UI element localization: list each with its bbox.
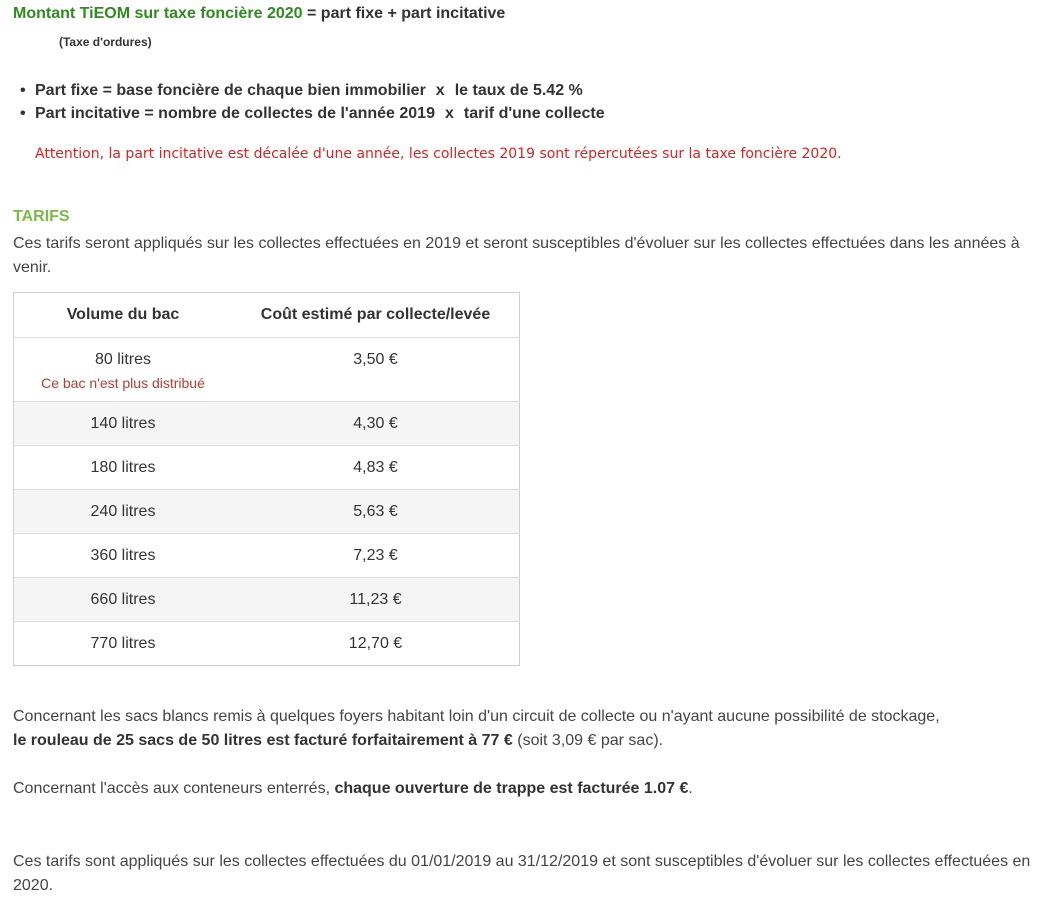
attention-notice: Attention, la part incitative est décalée d'une année, les collectes 2019 sont répercutées sur la taxe foncière 2020. xyxy=(35,146,842,162)
volume-cell: 180 litres xyxy=(14,446,233,490)
bullet-right: tarif d'une collecte xyxy=(463,105,605,122)
tarifs-intro: Ces tarifs seront appliqués sur les collectes effectuées en 2019 et seront susceptibles d'évoluer sur les collectes effectuées dans les années à venir. xyxy=(13,235,1020,276)
discontinued-note: Ce bac n'est plus distribué xyxy=(41,375,205,391)
cost-cell: 4,83 € xyxy=(232,446,520,490)
cost-cell: 7,23 € xyxy=(232,534,520,578)
volume-cell xyxy=(14,338,233,402)
cost-cell: 12,70 € xyxy=(232,622,520,666)
volume-cell: 660 litres xyxy=(14,578,233,622)
cost-cell: 3,50 € xyxy=(232,338,520,402)
tarifs-table xyxy=(13,292,520,666)
page-title xyxy=(13,2,505,26)
table-row xyxy=(14,446,520,490)
table-row xyxy=(14,490,520,534)
bullet-left: Part fixe = base foncière de chaque bien immobilier xyxy=(35,82,426,99)
bullet-right: le taux de 5.42 % xyxy=(454,82,583,99)
conteneurs-paragraph xyxy=(13,777,1038,801)
tarifs-heading: TARIFS xyxy=(13,208,70,225)
list-item: • Part incitative = nombre de collectes de l'année 2019 x tarif d'une collecte xyxy=(0,102,605,125)
table-row xyxy=(14,338,520,402)
table-row xyxy=(14,622,520,666)
column-header-cost: Coût estimé par collecte/levée xyxy=(232,293,520,338)
cost-cell: 11,23 € xyxy=(232,578,520,622)
column-header-volume: Volume du bac xyxy=(14,293,233,338)
conteneurs-end: . xyxy=(688,780,693,797)
table-row xyxy=(14,534,520,578)
title-highlight: Montant TiEOM sur taxe foncière 2020 xyxy=(13,5,303,22)
formula-list xyxy=(0,79,605,125)
volume-cell: 140 litres xyxy=(14,402,233,446)
sacs-text: Concernant les sacs blancs remis à quelques foyers habitant loin d'un circuit de collecte ou n'ayant aucune possibilité de stockage, xyxy=(13,708,940,725)
title-formula: = part fixe + part incitative xyxy=(302,5,506,22)
cost-cell: 4,30 € xyxy=(232,402,520,446)
sacs-paragraph xyxy=(13,705,1038,753)
volume-cell: 360 litres xyxy=(14,534,233,578)
cost-cell: 5,63 € xyxy=(232,490,520,534)
bullet-operator: x xyxy=(435,82,445,99)
footer-note: Ces tarifs sont appliqués sur les collectes effectuées du 01/01/2019 au 31/12/2019 et sont susceptibles d'évoluer sur les collectes effectuées en 2020. xyxy=(13,853,1031,894)
subtitle: (Taxe d'ordures) xyxy=(59,35,152,49)
volume-cell: 770 litres xyxy=(14,622,233,666)
bullet-operator: x xyxy=(444,105,454,122)
volume-value: 80 litres xyxy=(94,351,152,368)
sacs-detail: (soit 3,09 € par sac). xyxy=(512,732,664,749)
list-item: • Part fixe = base foncière de chaque bien immobilier x le taux de 5.42 % xyxy=(0,79,605,102)
table-row xyxy=(14,578,520,622)
conteneurs-price: chaque ouverture de trappe est facturée 1.07 € xyxy=(334,780,689,797)
bullet-left: Part incitative = nombre de collectes de l'année 2019 xyxy=(35,105,435,122)
table-row xyxy=(14,402,520,446)
volume-cell: 240 litres xyxy=(14,490,233,534)
sacs-price: le rouleau de 25 sacs de 50 litres est facturé forfaitairement à 77 € xyxy=(13,732,513,749)
conteneurs-text: Concernant l'accès aux conteneurs enterrés, xyxy=(13,780,335,797)
